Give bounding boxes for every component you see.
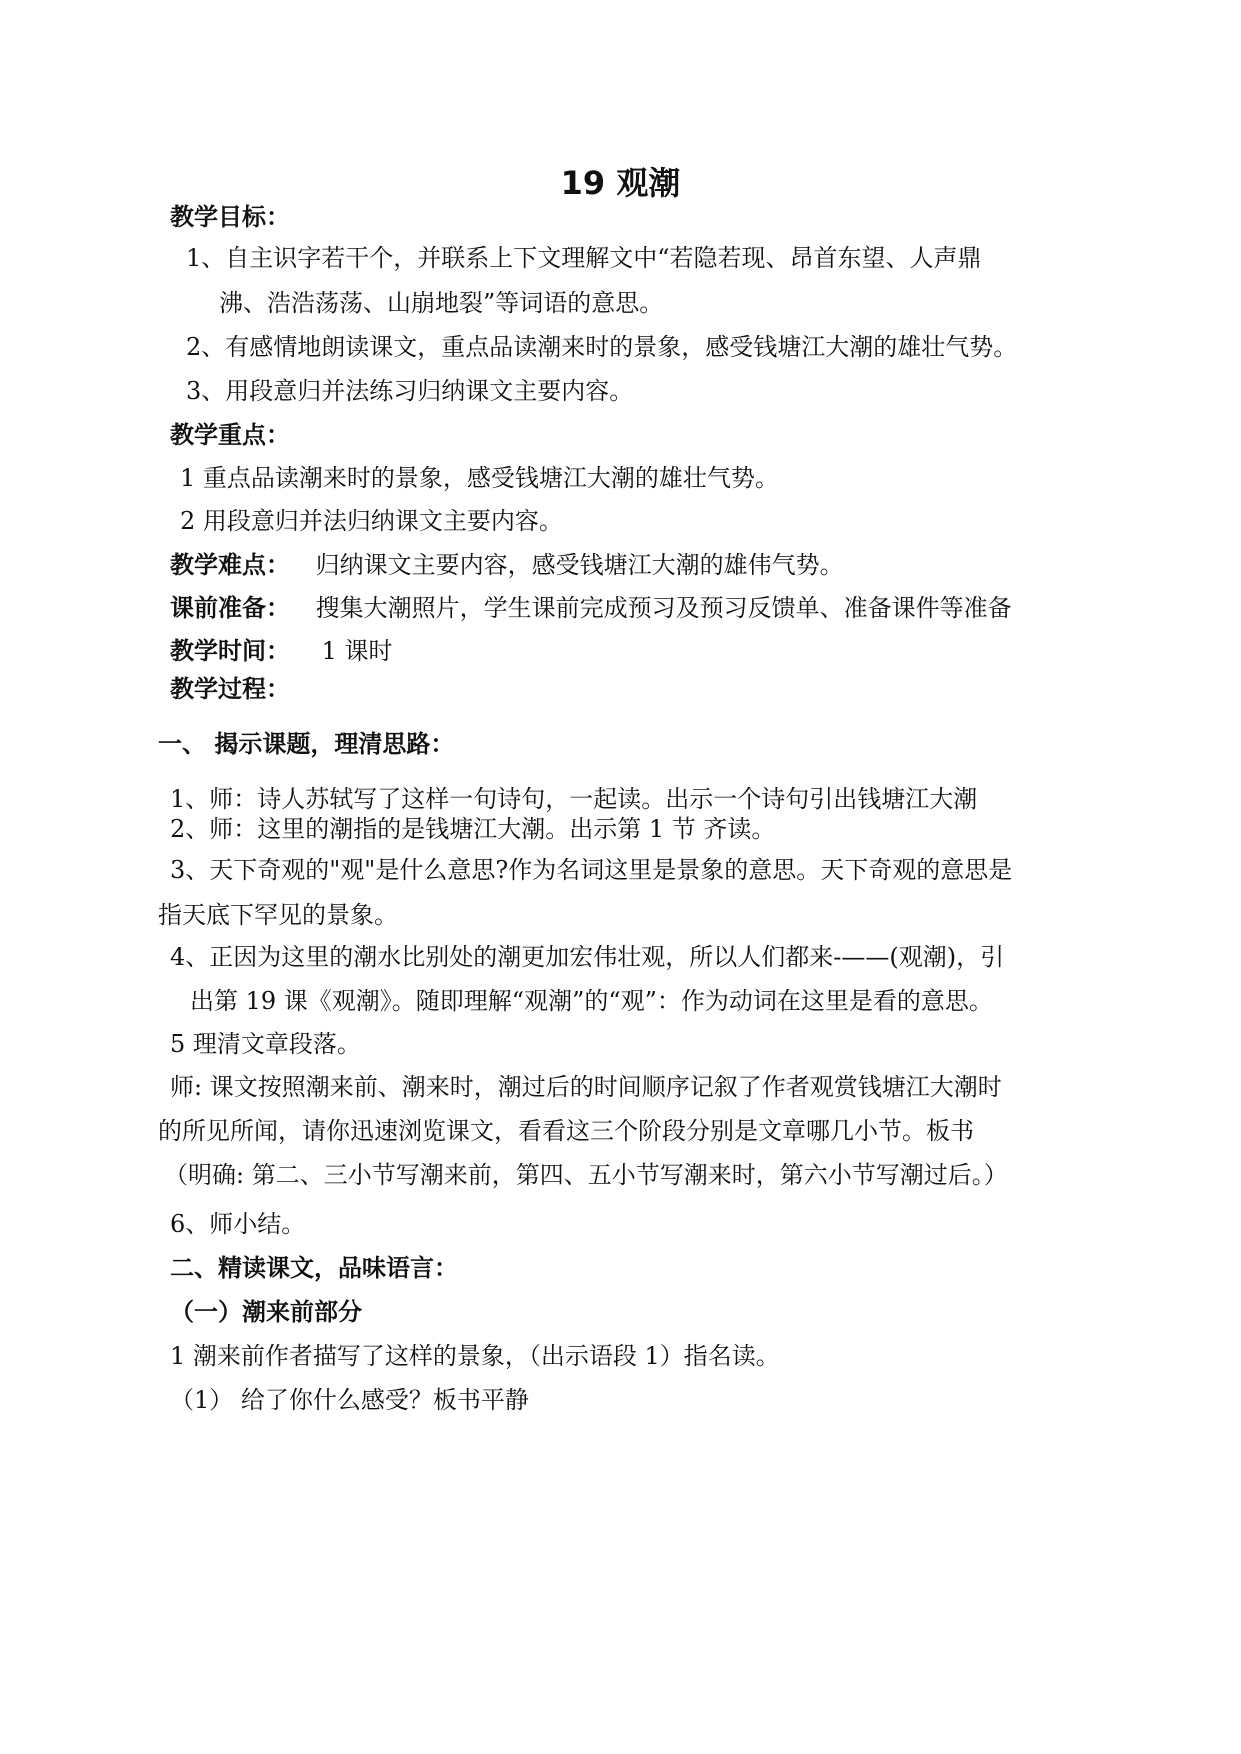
- difficulty-label: 教学难点：: [170, 551, 290, 579]
- key-points-item-2: 2 用段意归并法归纳课文主要内容。: [180, 507, 563, 535]
- difficulty-text: 归纳课文主要内容，感受钱塘江大潮的雄伟气势。: [315, 551, 844, 579]
- time-label: 教学时间：: [170, 637, 290, 665]
- key-points-item-1: 1 重点品读潮来时的景象，感受钱塘江大潮的雄壮气势。: [180, 464, 779, 492]
- section-1-line-2: 2、师：这里的潮指的是钱塘江大潮。出示第 1 节 齐读。: [170, 815, 776, 843]
- document-title: 19 观潮: [560, 164, 681, 202]
- section-1-line-3b: 指天底下罕见的景象。: [158, 901, 398, 929]
- goals-item-1-line-2: 沸、浩浩荡荡、山崩地裂”等词语的意思。: [219, 289, 664, 317]
- process-heading: 教学过程：: [170, 675, 290, 703]
- goals-item-2: 2、有感情地朗读课文，重点品读潮来时的景象，感受钱塘江大潮的雄壮气势。: [186, 333, 1018, 361]
- preparation-text: 搜集大潮照片，学生课前完成预习及预习反馈单、准备课件等准备: [315, 594, 1012, 622]
- section-2-line-1: 1 潮来前作者描写了这样的景象，（出示语段 1）指名读。: [170, 1342, 780, 1370]
- section-1-line-5a: 师: 课文按照潮来前、潮来时，潮过后的时间顺序记叙了作者观赏钱塘江大潮时: [170, 1073, 1002, 1101]
- time-row: [170, 636, 393, 666]
- section-2-line-2: （1） 给了你什么感受？板书平静: [170, 1386, 529, 1414]
- section-1-line-1: 1、师：诗人苏轼写了这样一句诗句，一起读。出示一个诗句引出钱塘江大潮: [170, 785, 978, 813]
- difficulty-row: [170, 550, 844, 580]
- section-1-line-4b: 出第 19 课《观潮》。随即理解“观潮”的“观”：作为动词在这里是看的意思。: [190, 987, 993, 1015]
- section-1-heading: 一、 揭示课题，理清思路：: [158, 730, 455, 758]
- goals-item-1-line-1: 1、自主识字若干个，并联系上下文理解文中“若隐若现、昂首东望、人声鼎: [186, 244, 982, 272]
- section-1-line-3a: 3、天下奇观的"观"是什么意思?作为名词这里是景象的意思。天下奇观的意思是: [170, 856, 1013, 884]
- time-text: 1 课时: [321, 637, 393, 665]
- section-1-line-5: 5 理清文章段落。: [170, 1030, 361, 1058]
- preparation-label: 课前准备：: [170, 594, 290, 622]
- section-2-heading: 二、精读课文，品味语言：: [170, 1254, 458, 1282]
- key-points-heading: 教学重点：: [170, 421, 290, 449]
- section-1-line-5b: 的所见所闻，请你迅速浏览课文，看看这三个阶段分别是文章哪几小节。板书: [158, 1117, 974, 1145]
- section-1-line-5c: （明确: 第二、三小节写潮来前，第四、五小节写潮来时，第六小节写潮过后。）: [164, 1161, 1008, 1189]
- preparation-row: [170, 593, 1012, 623]
- goals-item-3: 3、用段意归并法练习归纳课文主要内容。: [186, 377, 634, 405]
- section-1-line-4a: 4、正因为这里的潮水比别处的潮更加宏伟壮观，所以人们都来-——(观潮)，引: [170, 943, 1005, 971]
- goals-heading: 教学目标：: [170, 203, 290, 231]
- section-2-subheading: （一）潮来前部分: [170, 1298, 362, 1326]
- section-1-line-6: 6、师小结。: [170, 1210, 306, 1238]
